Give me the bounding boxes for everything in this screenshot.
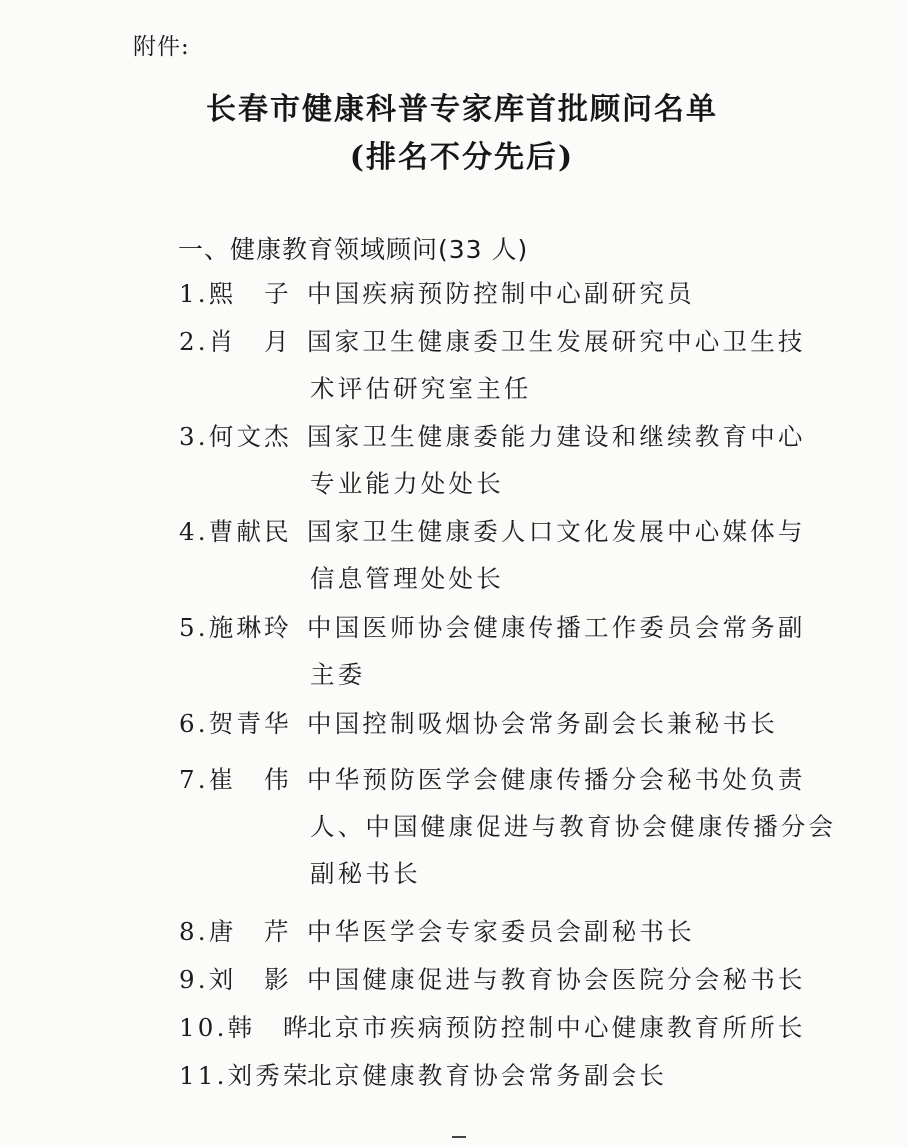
entry-title: 中华医学会专家委员会副秘书长 bbox=[307, 917, 695, 946]
entry-title-continued: 信息管理处处长 bbox=[310, 564, 504, 593]
entry-name: 5.施琳玲 bbox=[179, 613, 292, 642]
entry-title-continued: 主委 bbox=[310, 660, 366, 689]
section-heading: 一、健康教育领域顾问(33 人) bbox=[178, 235, 529, 264]
entry-title: 国家卫生健康委卫生发展研究中心卫生技 bbox=[307, 327, 806, 356]
entry-name: 6.贺青华 bbox=[179, 709, 292, 738]
entry-title: 北京市疾病预防控制中心健康教育所所长 bbox=[307, 1013, 806, 1042]
entry-name: 3.何文杰 bbox=[179, 422, 292, 451]
entry-title: 中国控制吸烟协会常务副会长兼秘书长 bbox=[307, 709, 778, 738]
list-item bbox=[179, 415, 806, 498]
entry-title: 中国医师协会健康传播工作委员会常务副 bbox=[307, 613, 806, 642]
list-item bbox=[179, 272, 695, 316]
entry-title-continued: 术评估研究室主任 bbox=[310, 374, 532, 403]
entry-name: 2.肖 月 bbox=[179, 327, 292, 356]
entry-name: 7.崔 伟 bbox=[179, 765, 292, 794]
list-item bbox=[179, 510, 806, 593]
entry-title: 北京健康教育协会常务副会长 bbox=[307, 1061, 668, 1090]
entry-title: 国家卫生健康委能力建设和继续教育中心 bbox=[307, 422, 806, 451]
document-subtitle: (排名不分先后) bbox=[349, 140, 575, 175]
list-item bbox=[179, 320, 806, 403]
list-item bbox=[179, 758, 837, 888]
list-item bbox=[179, 702, 778, 746]
entry-title-continued: 人、中国健康促进与教育协会健康传播分会 bbox=[310, 812, 837, 841]
entry-name: 9.刘 影 bbox=[179, 965, 292, 994]
entry-title: 中华预防医学会健康传播分会秘书处负责 bbox=[307, 765, 806, 794]
entry-name: 10.韩 晔 bbox=[179, 1013, 311, 1042]
list-item bbox=[179, 1054, 667, 1098]
entry-name: 11.刘秀荣 bbox=[179, 1061, 311, 1090]
entry-title-continued: 副秘书长 bbox=[310, 859, 421, 888]
entry-name: 1.熙 子 bbox=[179, 279, 292, 308]
list-item bbox=[179, 1006, 806, 1050]
entry-title-continued: 专业能力处处长 bbox=[310, 469, 504, 498]
list-item bbox=[179, 606, 806, 689]
document-title: 长春市健康科普专家库首批顾问名单 bbox=[206, 92, 718, 127]
entry-title: 国家卫生健康委人口文化发展中心媒体与 bbox=[307, 517, 806, 546]
entry-name: 4.曹献民 bbox=[179, 517, 292, 546]
attachment-label: 附件: bbox=[133, 34, 190, 60]
list-item bbox=[179, 910, 695, 954]
entry-name: 8.唐 芹 bbox=[179, 917, 292, 946]
entry-title: 中国健康促进与教育协会医院分会秘书长 bbox=[307, 965, 806, 994]
entry-title: 中国疾病预防控制中心副研究员 bbox=[307, 279, 695, 308]
list-item bbox=[179, 958, 806, 1002]
page-number-mark bbox=[452, 1136, 466, 1138]
